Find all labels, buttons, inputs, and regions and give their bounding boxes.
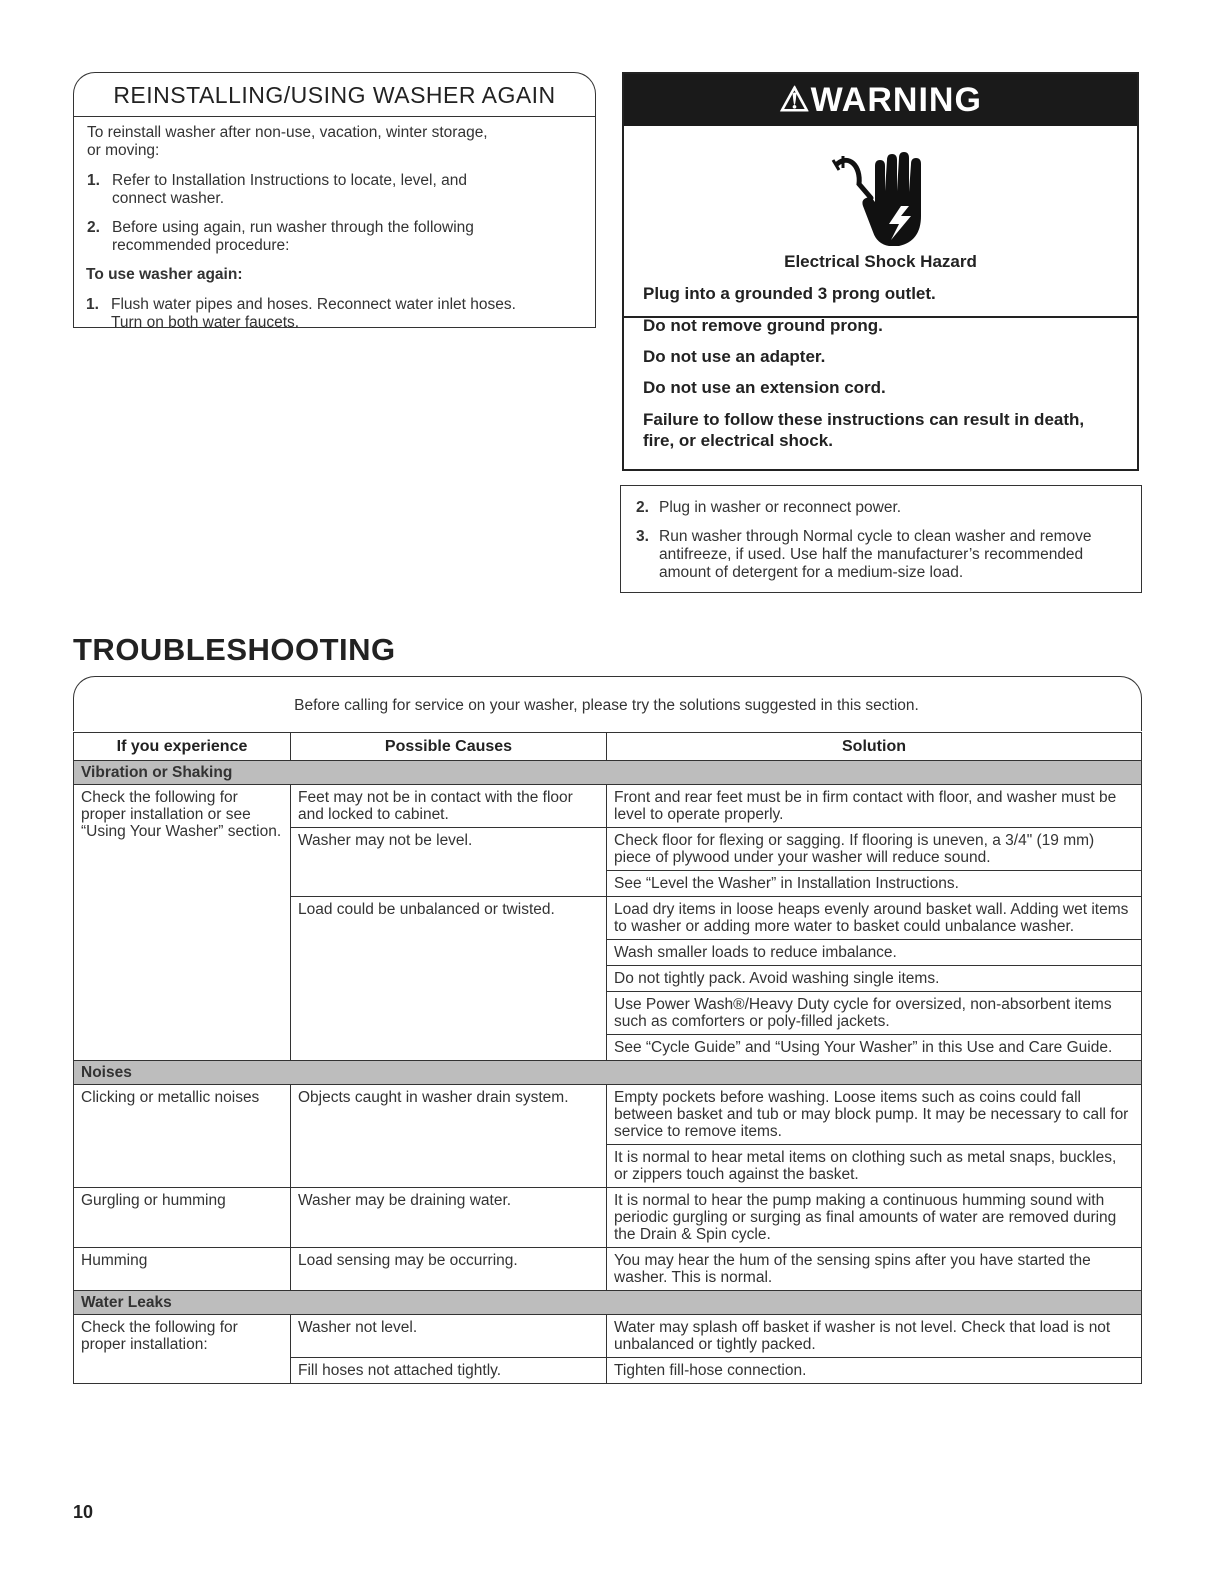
warning-line-4: Do not use an extension cord. (643, 378, 886, 397)
table-row (74, 1188, 1142, 1248)
reinstall-step-1-number: 1. (87, 172, 100, 189)
continued-steps-box (620, 485, 1142, 593)
warning-header: ⚠WARNING (624, 74, 1137, 126)
header-causes: Possible Causes (291, 733, 607, 761)
cause-cell: Feet may not be in contact with the floor and locked to cabinet. (291, 785, 607, 828)
warning-line-1: Plug into a grounded 3 prong outlet. (643, 284, 936, 303)
solution-cell: Check floor for flexing or sagging. If flooring is uneven, a 3/4" (19 mm) piece of plywood under your washer will reduce sound. (607, 828, 1142, 871)
reinstall-step-2-line-1: Before using again, run washer through the following (112, 219, 474, 236)
step-2-number: 2. (636, 499, 649, 516)
solution-cell: Front and rear feet must be in firm contact with floor, and washer must be level to operate properly. (607, 785, 1142, 828)
step-3-number: 3. (636, 528, 649, 545)
reinstall-sub-1-line-2: Turn on both water faucets. (111, 314, 300, 331)
warning-hazard-title: Electrical Shock Hazard (784, 252, 977, 271)
electric-shock-hand-icon (829, 146, 949, 256)
experience-cell: Gurgling or humming (74, 1188, 291, 1248)
solution-cell: It is normal to hear metal items on clothing such as metal snaps, buckles, or zippers touch against the basket. (607, 1145, 1142, 1188)
category-row (74, 1291, 1142, 1315)
warning-line-5a: Failure to follow these instructions can result in death, (643, 410, 1085, 429)
header-experience: If you experience (74, 733, 291, 761)
reinstall-sub-1-line-1: Flush water pipes and hoses. Reconnect water inlet hoses. (111, 296, 516, 313)
reinstall-step-1-line-1: Refer to Installation Instructions to locate, level, and (112, 172, 467, 189)
page-number: 10 (73, 1502, 94, 1522)
category-vibration: Vibration or Shaking (74, 761, 1142, 785)
solution-cell: Water may splash off basket if washer is not level. Check that load is not unbalanced or tightly packed. (607, 1315, 1142, 1358)
reinstall-step-1-line-2: connect washer. (112, 190, 225, 207)
warning-box (622, 72, 1139, 471)
step-3-line-1: Run washer through Normal cycle to clean washer and remove (659, 528, 1092, 545)
solution-cell: Tighten fill-hose connection. (607, 1358, 1142, 1384)
troubleshooting-intro: Before calling for service on your washer, please try the solutions suggested in this section. (294, 697, 919, 714)
header-solution: Solution (607, 733, 1142, 761)
table-header-row (74, 733, 1142, 761)
table-row (74, 1248, 1142, 1291)
reinstall-sub-1-number: 1. (86, 296, 99, 313)
category-row (74, 1061, 1142, 1085)
table-row (74, 1085, 1142, 1145)
solution-cell: It is normal to hear the pump making a continuous humming sound with periodic gurgling or surging as final amounts of water are removed during the Drain & Spin cycle. (607, 1188, 1142, 1248)
cause-cell: Washer may be draining water. (291, 1188, 607, 1248)
step-3-line-2: antifreeze, if used. Use half the manufacturer’s recommended (659, 546, 1084, 563)
warning-line-3: Do not use an adapter. (643, 347, 826, 366)
table-row (74, 785, 1142, 828)
category-water-leaks: Water Leaks (74, 1291, 1142, 1315)
experience-cell: Humming (74, 1248, 291, 1291)
solution-cell: See “Cycle Guide” and “Using Your Washer” in this Use and Care Guide. (607, 1035, 1142, 1061)
warning-line-5b: fire, or electrical shock. (643, 431, 833, 450)
table-row (74, 1315, 1142, 1358)
solution-cell: Load dry items in loose heaps evenly around basket wall. Adding wet items to washer or adding more water to basket could unbalance washer. (607, 897, 1142, 940)
warning-line-2: Do not remove ground prong. (643, 316, 883, 335)
reinstall-step-2-number: 2. (87, 219, 100, 236)
solution-cell: You may hear the hum of the sensing spins after you have started the washer. This is normal. (607, 1248, 1142, 1291)
reinstall-step-2-line-2: recommended procedure: (112, 237, 290, 254)
solution-cell: See “Level the Washer” in Installation Instructions. (607, 871, 1142, 897)
cause-cell: Fill hoses not attached tightly. (291, 1358, 607, 1384)
reinstall-title: REINSTALLING/USING WASHER AGAIN (113, 82, 556, 108)
cause-cell: Load could be unbalanced or twisted. (291, 897, 607, 1061)
reinstall-intro-line-1: To reinstall washer after non-use, vacation, winter storage, (87, 124, 488, 141)
cause-cell: Washer may not be level. (291, 828, 607, 897)
experience-cell: Clicking or metallic noises (74, 1085, 291, 1188)
cause-cell: Washer not level. (291, 1315, 607, 1358)
troubleshooting-table (73, 732, 1142, 1384)
solution-cell: Empty pockets before washing. Loose items such as coins could fall between basket and tub or may block pump. It may be necessary to call for service to remove items. (607, 1085, 1142, 1145)
category-noises: Noises (74, 1061, 1142, 1085)
cause-cell: Load sensing may be occurring. (291, 1248, 607, 1291)
reinstall-header-tab (73, 72, 596, 117)
reinstall-section (73, 72, 596, 258)
experience-cell: Check the following for proper installation or see “Using Your Washer” section. (74, 785, 291, 1061)
solution-cell: Wash smaller loads to reduce imbalance. (607, 940, 1142, 966)
step-2-text: Plug in washer or reconnect power. (659, 499, 902, 516)
cause-cell: Objects caught in washer drain system. (291, 1085, 607, 1188)
category-row (74, 761, 1142, 785)
troubleshooting-title: TROUBLESHOOTING (73, 632, 396, 667)
reinstall-subhead: To use washer again: (86, 266, 243, 283)
step-3-line-3: amount of detergent for a medium-size load. (659, 564, 964, 581)
solution-cell: Do not tightly pack. Avoid washing single items. (607, 966, 1142, 992)
reinstall-intro-line-2: or moving: (87, 142, 160, 159)
experience-cell: Check the following for proper installation: (74, 1315, 291, 1384)
solution-cell: Use Power Wash®/Heavy Duty cycle for oversized, non-absorbent items such as comforters or poly-filled jackets. (607, 992, 1142, 1035)
